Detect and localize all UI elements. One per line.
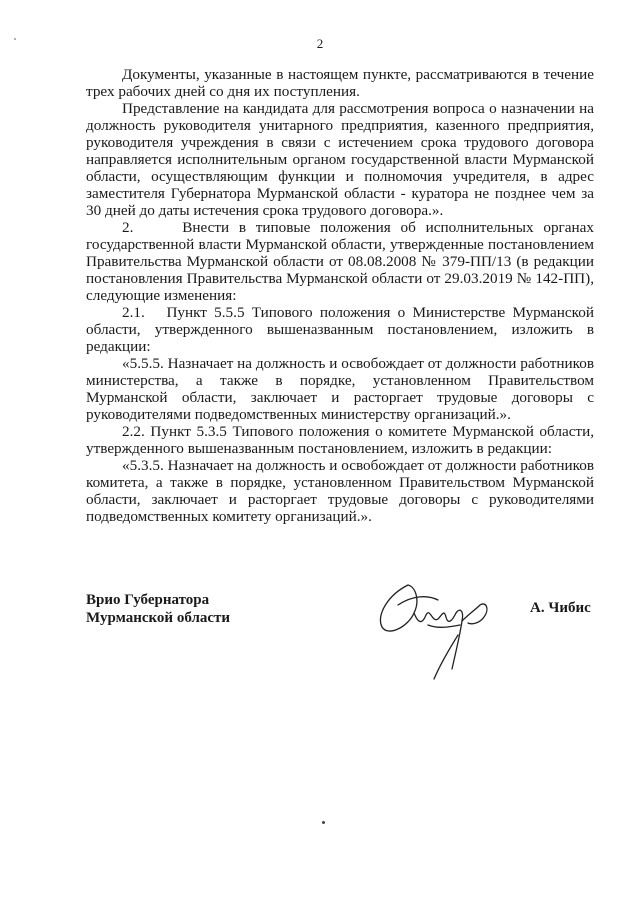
signatory-name: А. Чибис <box>530 600 591 616</box>
signatory-title-line1: Врио Губернатора <box>86 592 210 608</box>
scan-speck <box>14 38 16 40</box>
paragraph: 2.2. Пункт 5.3.5 Типового положения о комитете Мурманской области, утвержденного вышеназванным постановлением, изложить в редакции: <box>86 423 594 457</box>
page-number: 2 <box>316 36 324 51</box>
document-body <box>86 66 594 525</box>
signatory-title <box>86 591 230 627</box>
handwritten-signature <box>368 565 518 685</box>
paragraph: «5.5.5. Назначает на должность и освобождает от должности работников министерства, а также в порядке, установленном Правительством Мурманской области, заключает и расторгает трудовые договоры с руководителями подведомственных министерству организаций.». <box>86 355 594 423</box>
paragraph: Представление на кандидата для рассмотрения вопроса о назначении на должность руководителя унитарного предприятия, казенного предприятия, руководителя учреждения в связи с истечением срока трудового договора направляется исполнительным органом государственной власти Мурманской области, осуществляющим функции и полномочия учредителя, в адрес заместителя Губернатора Мурманской области - куратора не позднее чем за 30 дней до даты истечения срока трудового договора.». <box>86 100 594 219</box>
paragraph: 2.1. Пункт 5.5.5 Типового положения о Министерстве Мурманской области, утвержденного вышеназванным постановлением, изложить в редакции: <box>86 304 594 355</box>
signatory-title-line2: Мурманской области <box>86 610 231 626</box>
paragraph: Документы, указанные в настоящем пункте, рассматриваются в течение трех рабочих дней со дня их поступления. <box>86 66 594 100</box>
paragraph: 2. Внести в типовые положения об исполнительных органах государственной власти Мурманской области, утвержденные постановлением Правительства Мурманской области от 08.08.2008 № 379-ПП/13 (в редакции постановления Правительства Мурманской области от 29.03.2019 № 142-ПП), следующие изменения: <box>86 219 594 304</box>
paragraph: «5.3.5. Назначает на должность и освобождает от должности работников комитета, а также в порядке, установленном Правительством Мурманской области, заключает и расторгает трудовые договоры с руководителями подведомственных комитету организаций.». <box>86 457 594 525</box>
scan-speck <box>322 821 325 824</box>
